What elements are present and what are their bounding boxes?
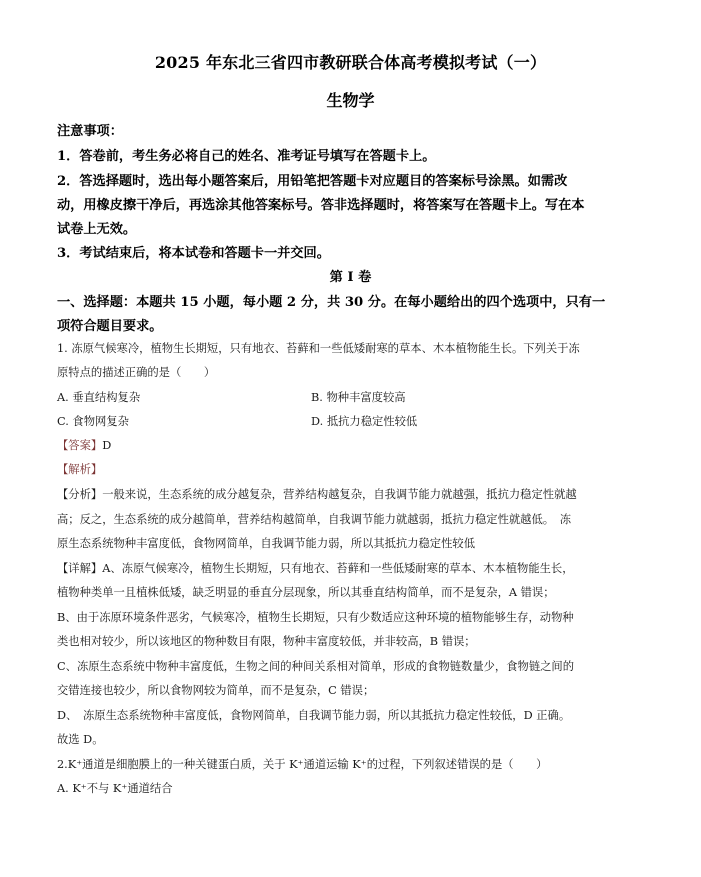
q1-detail-line-7: D、 冻原生态系统物种丰富度低，食物网简单，自我调节能力弱，所以其抵抗力稳定性较低，D 正确。 xyxy=(57,709,571,722)
exam-title: 2025 年东北三省四市教研联合体高考模拟考试（一） xyxy=(154,53,547,72)
q1-stem-line-2: 原特点的描述正确的是（ ） xyxy=(57,366,216,379)
answer-tag: 【答案】 xyxy=(57,439,103,452)
q1-analysis-line-2: 高；反之，生态系统的成分越简单，营养结构越简单，自我调节能力就越弱，抵抗力稳定性就越低。 冻 xyxy=(57,513,572,526)
q1-stem-line-1: 1. 冻原气候寒冷，植物生长期短，只有地衣、苔藓和一些低矮耐寒的草本、木本植物能生长。下列关于冻 xyxy=(57,342,580,355)
answer-value: D xyxy=(102,439,112,452)
notice-item-2-line-1: 2．答选择题时，选出每小题答案后，用铅笔把答题卡对应题目的答案标号涂黑。如需改 xyxy=(57,174,568,189)
q1-detail-line-8: 故选 D。 xyxy=(57,733,104,746)
section-instruction-line-1: 一、选择题：本题共 15 小题，每小题 2 分，共 30 分。在每小题给出的四个选项中，只有一 xyxy=(57,295,606,310)
notice-item-2-line-2: 动，用橡皮擦干净后，再选涂其他答案标号。答非选择题时，将答案写在答题卡上。写在本 xyxy=(57,198,585,213)
notice-item-1: 1．答卷前，考生务必将自己的姓名、准考证号填写在答题卡上。 xyxy=(57,149,436,164)
subject-title: 生物学 xyxy=(326,91,375,110)
volume-heading: 第 I 卷 xyxy=(329,270,372,285)
q1-detail-line-3: B、由于冻原环境条件恶劣，气候寒冷，植物生长期短，只有少数适应这种环境的植物能够生存，动物种 xyxy=(57,611,574,624)
notice-item-2-line-3: 试卷上无效。 xyxy=(57,222,137,237)
q1-detail-line-6: 交错连接也较少，所以食物网较为简单，而不是复杂，C 错误； xyxy=(57,684,375,697)
notice-item-3: 3．考试结束后，将本试卷和答题卡一并交回。 xyxy=(57,246,330,261)
q1-answer xyxy=(57,437,111,453)
q1-option-a: A. 垂直结构复杂 xyxy=(57,391,141,404)
section-instruction-line-2: 项符合题目要求。 xyxy=(57,319,163,334)
q2-option-a: A. K⁺不与 K⁺通道结合 xyxy=(57,782,173,795)
q1-detail-line-4: 类也相对较少，所以该地区的物种数目有限，物种丰富度较低，并非较高，B 错误； xyxy=(57,635,476,648)
notice-heading: 注意事项： xyxy=(57,124,123,139)
q1-option-c: C. 食物网复杂 xyxy=(57,415,129,428)
q1-detail-line-2: 植物种类单一且植株低矮，缺乏明显的垂直分层现象，所以其垂直结构简单，而不是复杂，A 错误； xyxy=(57,586,555,599)
q1-detail-line-5: C、冻原生态系统中物种丰富度低，生物之间的种间关系相对简单，形成的食物链数量少，食物链之间的 xyxy=(57,660,575,673)
q1-analysis-line-3: 原生态系统物种丰富度低，食物网简单，自我调节能力弱，所以其抵抗力稳定性较低 xyxy=(57,537,475,550)
q1-analysis-line-1: 【分析】一般来说，生态系统的成分越复杂，营养结构越复杂，自我调节能力就越强，抵抗力稳定性就越 xyxy=(57,488,577,501)
analysis-tag: 【解析】 xyxy=(57,463,103,476)
q1-option-b: B. 物种丰富度较高 xyxy=(311,391,406,404)
q1-option-d: D. 抵抗力稳定性较低 xyxy=(311,415,418,428)
q2-stem: 2.K⁺通道是细胞膜上的一种关键蛋白质，关于 K⁺通道运输 K⁺的过程，下列叙述错误的是（ ） xyxy=(57,758,548,771)
q1-detail-line-1: 【详解】A、冻原气候寒冷，植物生长期短，只有地衣、苔藓和一些低矮耐寒的草本、木本植物能生长， xyxy=(57,562,574,575)
